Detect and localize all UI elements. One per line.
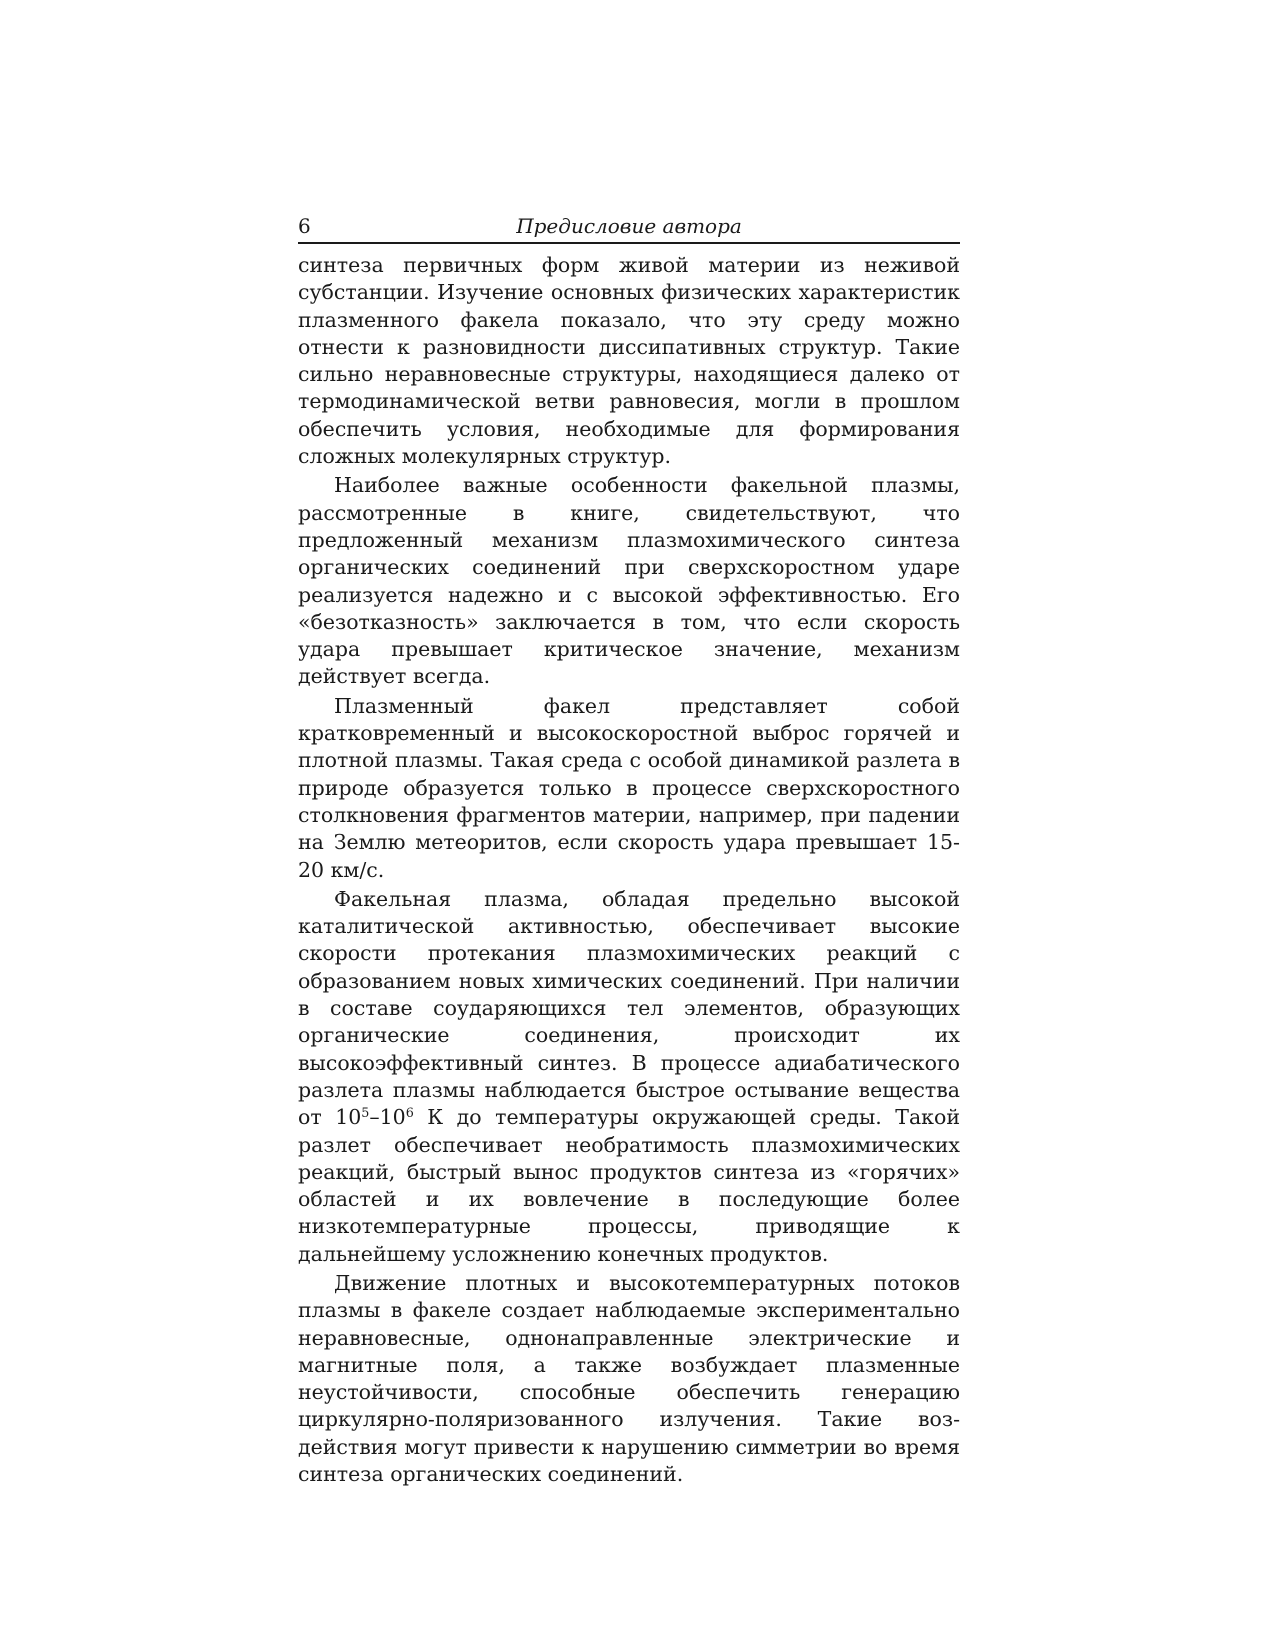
paragraph-2: Наиболее важные особенности факельной плазмы, рассмотренные в книге, свидетельствуют, что предложенный механизм плазмохимического синтеза органических соединений при сверхскоростном ударе реализуется надежно и с высокой эффективностью. Его «безотказность» заключается в том, что если скорость удара превышает критическое значение, механизм действует всегда. [298, 473, 960, 689]
body-text [298, 252, 960, 1488]
paragraph-4 [298, 886, 960, 1268]
temperature-low-exponent: 5 [361, 1105, 370, 1121]
paragraph-4-text-before: Факельная плазма, обладая предельно высокой каталитической активностью, обеспечивает высокие скорости протекания плазмохимических реакций с образованием новых химических соединений. При наличии в составе соударяющихся тел элементов, образующих органические соединения, происходит их высокоэффективный синтез. В процессе адиабатического разлета плазмы наблюдается быстрое остывание вещества от [298, 886, 960, 1130]
running-header [298, 212, 960, 244]
paragraph-3: Плазменный факел представляет собой кратковременный и высокоскоростной выброс горячей и плотной плазмы. Такая среда с особой динамикой разлета в природе образуется только в процессе сверхскоростного столкновения фрагментов материи, например, при падении на Землю метеоритов, если скорость удара превышает 15-20 км/с. [298, 693, 960, 882]
range-dash: – [369, 1105, 380, 1130]
running-title: Предисловие автора [516, 214, 742, 238]
paragraph-5: Движение плотных и высокотемпературных потоков плазмы в факеле создает наблюдаемые экспериментально неравновесные, однонаправленные электрические и магнитные поля, а также возбуждает плазменные неустойчивости, способные обеспечить генерацию циркулярно-поляризованного излучения. Такие воздействия могут привести к нарушению симметрии во время синтеза органических соединений. [298, 1270, 960, 1487]
page-number: 6 [298, 214, 311, 238]
paragraph-4-text-after: К до температуры окружающей среды. Такой разлет обеспечивает необратимость плазмохимических реакций, быстрый вынос продуктов синтеза из «горячих» областей и их вовлечение в последующие более низкотемпературные процессы, приводящие к дальнейшему усложнению конечных продуктов. [298, 1105, 961, 1266]
temperature-high-exponent: 6 [405, 1105, 414, 1121]
temperature-low-base: 10 [335, 1105, 362, 1130]
temperature-high-base: 10 [379, 1105, 406, 1130]
book-page [298, 212, 960, 1488]
paragraph-1: синтеза первичных форм живой материи из неживой субстанции. Изучение основных физических характеристик плазменного факела показало, что эту среду можно отнести к разновидности диссипативных структур. Такие сильно неравновесные структуры, находящиеся далеко от термодинамической ветви равновесия, могли в прошлом обеспечить условия, необходимые для формирования сложных молекулярных структур. [298, 253, 960, 469]
